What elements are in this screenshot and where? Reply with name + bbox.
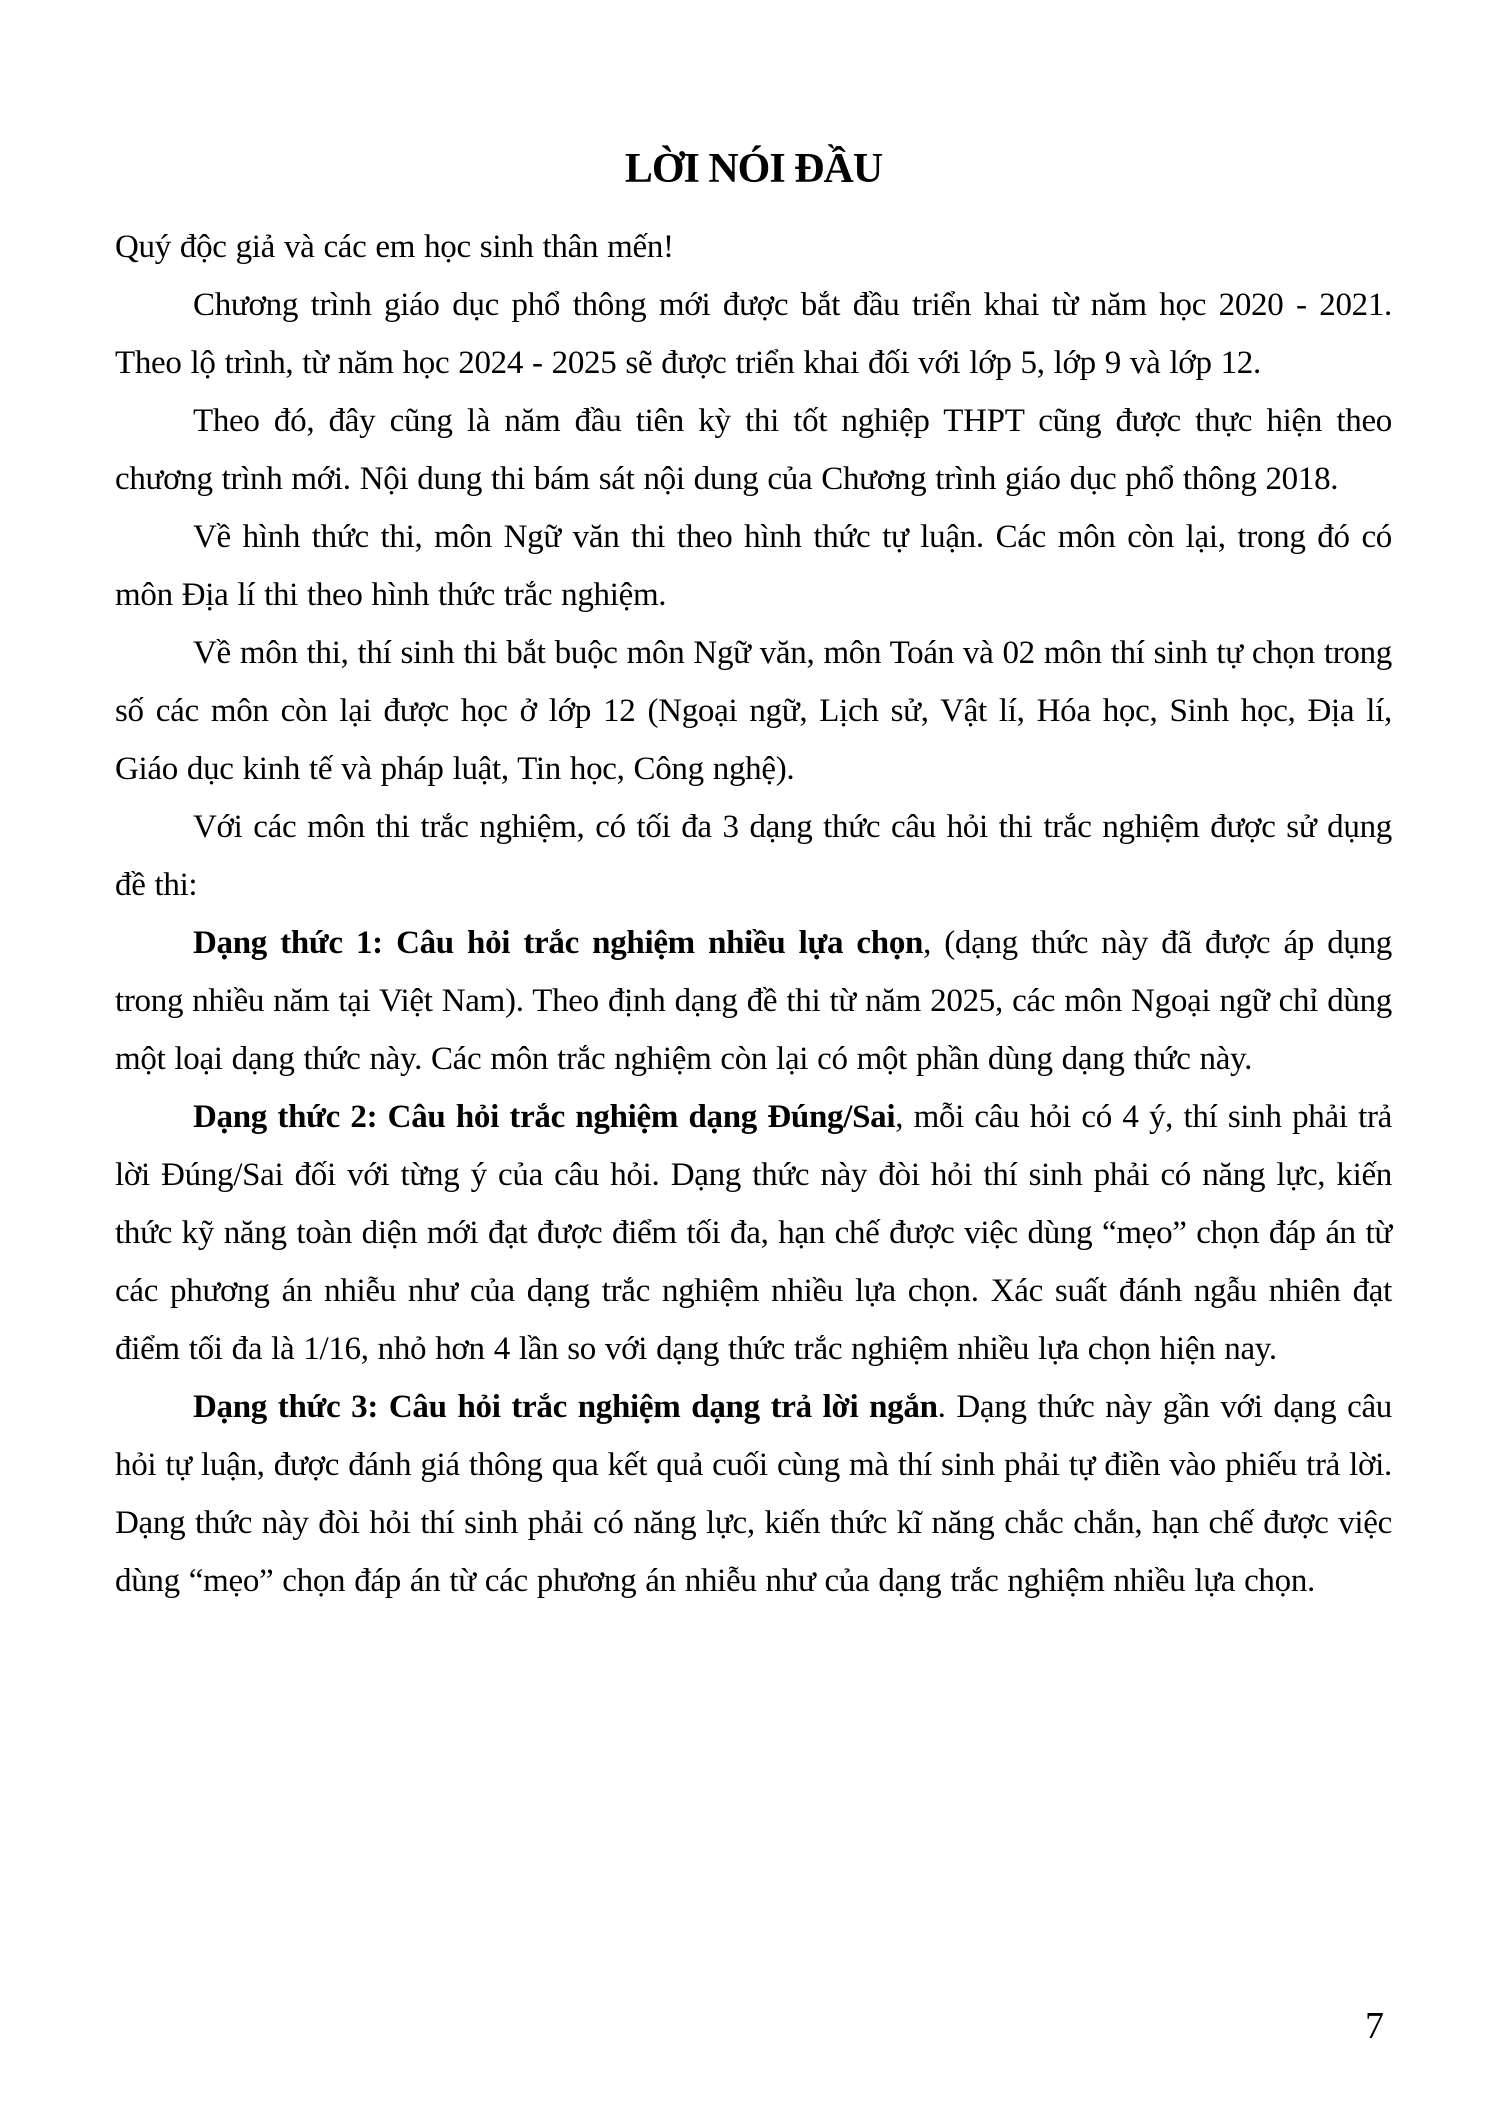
page-number: 7 [1365, 2005, 1384, 2047]
paragraph-lead-bold: Dạng thức 3: Câu hỏi trắc nghiệm dạng trả lời ngắn [193, 1389, 938, 1425]
paragraph: Về hình thức thi, môn Ngữ văn thi theo hình thức tự luận. Các môn còn lại, trong đó có môn Địa lí thi theo hình thức trắc nghiệm. [115, 519, 1392, 613]
paragraph: Dạng thức 3: Câu hỏi trắc nghiệm dạng trả lời ngắn. Dạng thức này gần với dạng câu hỏi tự luận, được đánh giá thông qua kết quả cuối cùng mà thí sinh phải tự điền vào phiếu trả lời. Dạng thức này đòi hỏi thí sinh phải có năng lực, kiến thức kĩ năng chắc chắn, hạn chế được việc dùng “mẹo” chọn đáp án từ các phương án nhiễu như của dạng trắc nghiệm nhiều lựa chọn. [115, 1389, 1393, 1599]
page-title: LỜI NÓI ĐẦU [624, 146, 883, 192]
page-content [115, 146, 1392, 1610]
paragraph: Về môn thi, thí sinh thi bắt buộc môn Ngữ văn, môn Toán và 02 môn thí sinh tự chọn trong số các môn còn lại được học ở lớp 12 (Ngoại ngữ, Lịch sử, Vật lí, Hóa học, Sinh học, Địa lí, Giáo dục kinh tế và pháp luật, Tin học, Công nghệ). [115, 635, 1392, 787]
paragraphs [115, 218, 1392, 1610]
paragraph: Chương trình giáo dục phổ thông mới được bắt đầu triển khai từ năm học 2020 - 2021. Theo lộ trình, từ năm học 2024 - 2025 sẽ được triển khai đối với lớp 5, lớp 9 và lớp 12. [115, 287, 1392, 381]
paragraph: Quý độc giả và các em học sinh thân mến! [115, 229, 674, 265]
paragraph: Dạng thức 2: Câu hỏi trắc nghiệm dạng Đúng/Sai, mỗi câu hỏi có 4 ý, thí sinh phải trả lời Đúng/Sai đối với từng ý của câu hỏi. Dạng thức này đòi hỏi thí sinh phải có năng lực, kiến thức kỹ năng toàn diện mới đạt được điểm tối đa, hạn chế được việc dùng “mẹo” chọn đáp án từ các phương án nhiễu như của dạng trắc nghiệm nhiều lựa chọn. Xác suất đánh ngẫu nhiên đạt điểm tối đa là 1/16, nhỏ hơn 4 lần so với dạng thức trắc nghiệm nhiều lựa chọn hiện nay. [115, 1099, 1392, 1367]
paragraph-lead-bold: Dạng thức 1: Câu hỏi trắc nghiệm nhiều lựa chọn [193, 925, 924, 961]
paragraph: Dạng thức 1: Câu hỏi trắc nghiệm nhiều lựa chọn, (dạng thức này đã được áp dụng trong nhiều năm tại Việt Nam). Theo định dạng đề thi từ năm 2025, các môn Ngoại ngữ chỉ dùng một loại dạng thức này. Các môn trắc nghiệm còn lại có một phần dùng dạng thức này. [115, 925, 1392, 1077]
paragraph-lead-bold: Dạng thức 2: Câu hỏi trắc nghiệm dạng Đúng/Sai [193, 1099, 896, 1135]
paragraph: Với các môn thi trắc nghiệm, có tối đa 3 dạng thức câu hỏi thi trắc nghiệm được sử dụng đề thi: [115, 809, 1392, 903]
paragraph: Theo đó, đây cũng là năm đầu tiên kỳ thi tốt nghiệp THPT cũng được thực hiện theo chương trình mới. Nội dung thi bám sát nội dung của Chương trình giáo dục phổ thông 2018. [115, 403, 1392, 497]
